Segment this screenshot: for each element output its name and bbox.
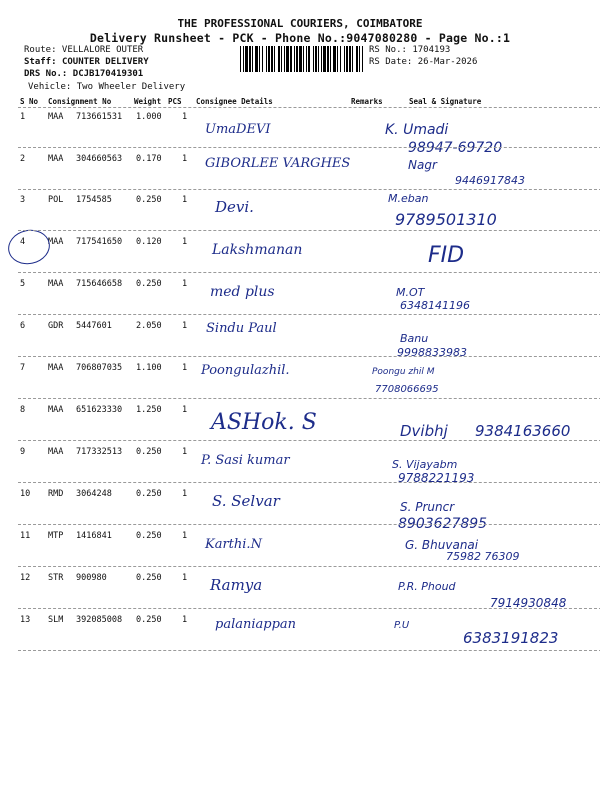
col-sno: S No xyxy=(20,97,39,106)
row-sno: 13 xyxy=(20,615,31,625)
col-consignee: Consignee Details xyxy=(196,97,273,106)
handwritten-receiver-name: M.eban xyxy=(388,192,429,205)
barcode-bar xyxy=(255,46,258,72)
row-divider xyxy=(18,608,600,609)
barcode-bar xyxy=(262,46,263,72)
row-consignment-number: 717332513 xyxy=(76,447,123,457)
table-row xyxy=(18,321,600,361)
row-pcs: 1 xyxy=(182,531,188,541)
row-pcs: 1 xyxy=(182,447,188,457)
row-divider xyxy=(18,314,600,315)
col-consignment: Consignment No xyxy=(48,97,112,106)
col-remarks: Remarks xyxy=(351,97,383,106)
handwritten-consignee-name: ASHok. S xyxy=(211,410,317,435)
row-consignment-number: 5447601 xyxy=(76,321,112,331)
row-consignment-prefix: STR xyxy=(48,573,64,583)
row-weight: 1.100 xyxy=(136,363,162,373)
row-divider xyxy=(18,440,600,441)
handwritten-receiver-phone: 7914930848 xyxy=(490,596,567,610)
handwritten-receiver-phone: 9788221193 xyxy=(398,471,475,485)
runsheet-subtitle: Delivery Runsheet - PCK - Phone No.:9047080280 - Page No.:1 xyxy=(89,31,511,45)
row-consignment-prefix: MAA xyxy=(48,154,64,164)
handwritten-consignee-name: palaniappan xyxy=(215,617,297,632)
row-weight: 0.120 xyxy=(136,237,162,247)
barcode-bar xyxy=(296,46,298,72)
row-sno: 6 xyxy=(20,321,26,331)
barcode-bar xyxy=(330,46,331,72)
header-divider xyxy=(18,107,600,108)
barcode-bar xyxy=(240,46,241,72)
row-sno: 3 xyxy=(20,195,26,205)
barcode-bar xyxy=(259,46,260,72)
row-consignment-prefix: SLM xyxy=(48,615,64,625)
handwritten-receiver-phone: 8903627895 xyxy=(398,516,488,532)
row-divider xyxy=(18,524,600,525)
drs-label: DRS No.: xyxy=(24,69,68,79)
row-divider xyxy=(18,650,600,651)
handwritten-receiver-phone: 98947-69720 xyxy=(408,140,503,156)
col-pcs: PCS xyxy=(168,97,182,106)
rs-number: RS No.: 1704193 xyxy=(369,45,451,55)
row-consignment-number: 900980 xyxy=(76,573,107,583)
row-pcs: 1 xyxy=(182,279,188,289)
row-weight: 0.250 xyxy=(136,573,162,583)
row-pcs: 1 xyxy=(182,321,188,331)
handwritten-receiver-name: Dvibhj xyxy=(400,422,448,440)
row-pcs: 1 xyxy=(182,405,188,415)
barcode-bar xyxy=(299,46,302,72)
handwritten-receiver-name: Poongu zhil M xyxy=(372,367,435,377)
barcode-bar xyxy=(359,46,360,72)
barcode-bar xyxy=(318,46,319,72)
row-consignment-number: 715646658 xyxy=(76,279,123,289)
row-sno: 12 xyxy=(20,573,31,583)
row-pcs: 1 xyxy=(182,363,188,373)
row-consignment-prefix: GDR xyxy=(48,321,64,331)
row-consignment-number: 392085008 xyxy=(76,615,123,625)
row-sno: 2 xyxy=(20,154,26,164)
barcode-bar xyxy=(284,46,285,72)
row-weight: 0.250 xyxy=(136,279,162,289)
row-weight: 0.250 xyxy=(136,447,162,457)
handwritten-receiver-phone: 6348141196 xyxy=(400,299,470,312)
row-pcs: 1 xyxy=(182,615,188,625)
handwritten-receiver-phone: 9446917843 xyxy=(455,174,525,187)
row-divider xyxy=(18,566,600,567)
barcode-bar xyxy=(268,46,270,72)
row-pcs: 1 xyxy=(182,154,188,164)
row-weight: 2.050 xyxy=(136,321,162,331)
col-seal-signature: Seal & Signature xyxy=(409,97,482,106)
row-consignment-number: 1754585 xyxy=(76,195,112,205)
row-sno: 11 xyxy=(20,531,31,541)
row-divider xyxy=(18,356,600,357)
barcode-bar xyxy=(286,46,289,72)
handwritten-receiver-phone: 6383191823 xyxy=(463,629,559,647)
drs-value: DCJB170419301 xyxy=(72,69,144,79)
handwritten-receiver-phone: 9998833983 xyxy=(397,346,467,359)
row-weight: 0.170 xyxy=(136,154,162,164)
table-row xyxy=(18,195,600,235)
row-weight: 0.250 xyxy=(136,531,162,541)
barcode-bar xyxy=(271,46,273,72)
barcode-bar xyxy=(290,46,292,72)
barcode-bar xyxy=(333,46,336,72)
row-weight: 0.250 xyxy=(136,615,162,625)
barcode xyxy=(239,46,365,72)
handwritten-receiver-name: S. Vijayabm xyxy=(392,458,458,471)
staff-line xyxy=(24,57,149,67)
table-row xyxy=(18,447,600,487)
barcode-bar xyxy=(344,46,345,72)
row-sno: 10 xyxy=(20,489,31,499)
col-weight: Weight xyxy=(134,97,162,106)
barcode-bar xyxy=(362,46,363,72)
barcode-bar xyxy=(281,46,282,72)
row-consignment-prefix: MAA xyxy=(48,363,64,373)
row-consignment-number: 717541650 xyxy=(76,237,123,247)
barcode-bar xyxy=(294,46,295,72)
barcode-bar xyxy=(252,46,253,72)
row-sno: 7 xyxy=(20,363,26,373)
staff-value: COUNTER DELIVERY xyxy=(61,57,149,67)
barcode-bar xyxy=(356,46,358,72)
row-divider xyxy=(18,272,600,273)
barcode-bar xyxy=(323,46,326,72)
handwritten-consignee-name: med plus xyxy=(210,284,275,300)
row-divider xyxy=(18,398,600,399)
row-consignment-prefix: MAA xyxy=(48,447,64,457)
handwritten-consignee-name: P. Sasi kumar xyxy=(201,453,290,468)
row-consignment-prefix: MAA xyxy=(48,237,64,247)
row-consignment-number: 304660563 xyxy=(76,154,123,164)
handwritten-receiver-name: P.U xyxy=(394,620,410,631)
row-consignment-prefix: RMD xyxy=(48,489,64,499)
table-row xyxy=(18,279,600,319)
barcode-bar xyxy=(346,46,348,72)
barcode-bar xyxy=(308,46,310,72)
company-title: THE PROFESSIONAL COURIERS, COIMBATORE xyxy=(177,17,423,30)
vehicle-label: Vehicle: Two Wheeler Delivery xyxy=(28,82,186,92)
handwritten-consignee-name: Devi. xyxy=(215,198,254,216)
handwritten-receiver-name: M.OT xyxy=(396,286,425,299)
table-row xyxy=(18,489,600,529)
row-divider xyxy=(18,482,600,483)
barcode-bar xyxy=(274,46,275,72)
row-pcs: 1 xyxy=(182,195,188,205)
handwritten-receiver-phone: 9789501310 xyxy=(395,210,497,229)
row-pcs: 1 xyxy=(182,112,188,122)
barcode-bar xyxy=(303,46,304,72)
row-consignment-number: 713661531 xyxy=(76,112,123,122)
row-consignment-prefix: MTP xyxy=(48,531,64,541)
handwritten-consignee-name: S. Selvar xyxy=(212,492,280,510)
handwritten-receiver-phone: 7708066695 xyxy=(375,384,439,395)
handwritten-receiver-name: Banu xyxy=(400,332,429,345)
handwritten-consignee-name: UmaDEVI xyxy=(205,122,271,137)
handwritten-receiver-name: Nagr xyxy=(408,158,437,172)
row-divider xyxy=(18,230,600,231)
barcode-bar xyxy=(340,46,341,72)
row-consignment-prefix: MAA xyxy=(48,112,64,122)
barcode-bar xyxy=(352,46,353,72)
row-consignment-prefix: MAA xyxy=(48,405,64,415)
table-row xyxy=(18,363,600,403)
row-consignment-prefix: MAA xyxy=(48,279,64,289)
row-consignment-number: 651623330 xyxy=(76,405,123,415)
table-row xyxy=(18,237,600,277)
handwritten-receiver-phone: 75982 76309 xyxy=(446,550,520,563)
row-weight: 1.000 xyxy=(136,112,162,122)
barcode-bar xyxy=(278,46,280,72)
handwritten-consignee-name: Lakshmanan xyxy=(212,242,303,258)
row-consignment-prefix: POL xyxy=(48,195,64,205)
barcode-bar xyxy=(327,46,329,72)
row-sno: 4 xyxy=(20,237,26,247)
row-weight: 1.250 xyxy=(136,405,162,415)
row-pcs: 1 xyxy=(182,237,188,247)
barcode-bar xyxy=(313,46,314,72)
row-divider xyxy=(18,147,600,148)
row-pcs: 1 xyxy=(182,573,188,583)
staff-label: Staff: xyxy=(24,57,57,67)
handwritten-consignee-name: Karthi.N xyxy=(205,537,262,552)
handwritten-receiver-phone: 9384163660 xyxy=(475,422,571,440)
row-sno: 1 xyxy=(20,112,26,122)
handwritten-receiver-name: P.R. Phoud xyxy=(398,580,456,593)
route-label: Route: VELLALORE OUTER xyxy=(24,45,144,55)
barcode-bar xyxy=(245,46,248,72)
handwritten-receiver-name: K. Umadi xyxy=(385,122,449,138)
handwritten-consignee-name: GIBORLEE VARGHES xyxy=(205,156,351,171)
barcode-bar xyxy=(337,46,338,72)
handwritten-receiver-name: G. Bhuvanai xyxy=(405,538,479,552)
row-divider xyxy=(18,189,600,190)
rs-date: RS Date: 26-Mar-2026 xyxy=(369,57,478,67)
barcode-bar xyxy=(306,46,307,72)
row-sno: 8 xyxy=(20,405,26,415)
barcode-bar xyxy=(266,46,267,72)
barcode-bar xyxy=(243,46,244,72)
drs-line xyxy=(24,69,143,79)
table-row xyxy=(18,112,600,152)
handwritten-consignee-name: Ramya xyxy=(210,576,263,594)
row-consignment-number: 706807035 xyxy=(76,363,123,373)
handwritten-receiver-name: S. Pruncr xyxy=(400,500,455,514)
row-consignment-number: 1416841 xyxy=(76,531,112,541)
barcode-bar xyxy=(349,46,351,72)
handwritten-consignee-name: Sindu Paul xyxy=(206,321,277,336)
barcode-bar xyxy=(249,46,251,72)
row-sno: 9 xyxy=(20,447,26,457)
row-sno: 5 xyxy=(20,279,26,289)
handwritten-consignee-name: Poongulazhil. xyxy=(201,363,290,378)
barcode-bar xyxy=(315,46,317,72)
row-weight: 0.250 xyxy=(136,195,162,205)
row-pcs: 1 xyxy=(182,489,188,499)
row-consignment-number: 3064248 xyxy=(76,489,112,499)
barcode-bar xyxy=(321,46,322,72)
row-weight: 0.250 xyxy=(136,489,162,499)
handwritten-receiver-name: FID xyxy=(428,243,465,268)
